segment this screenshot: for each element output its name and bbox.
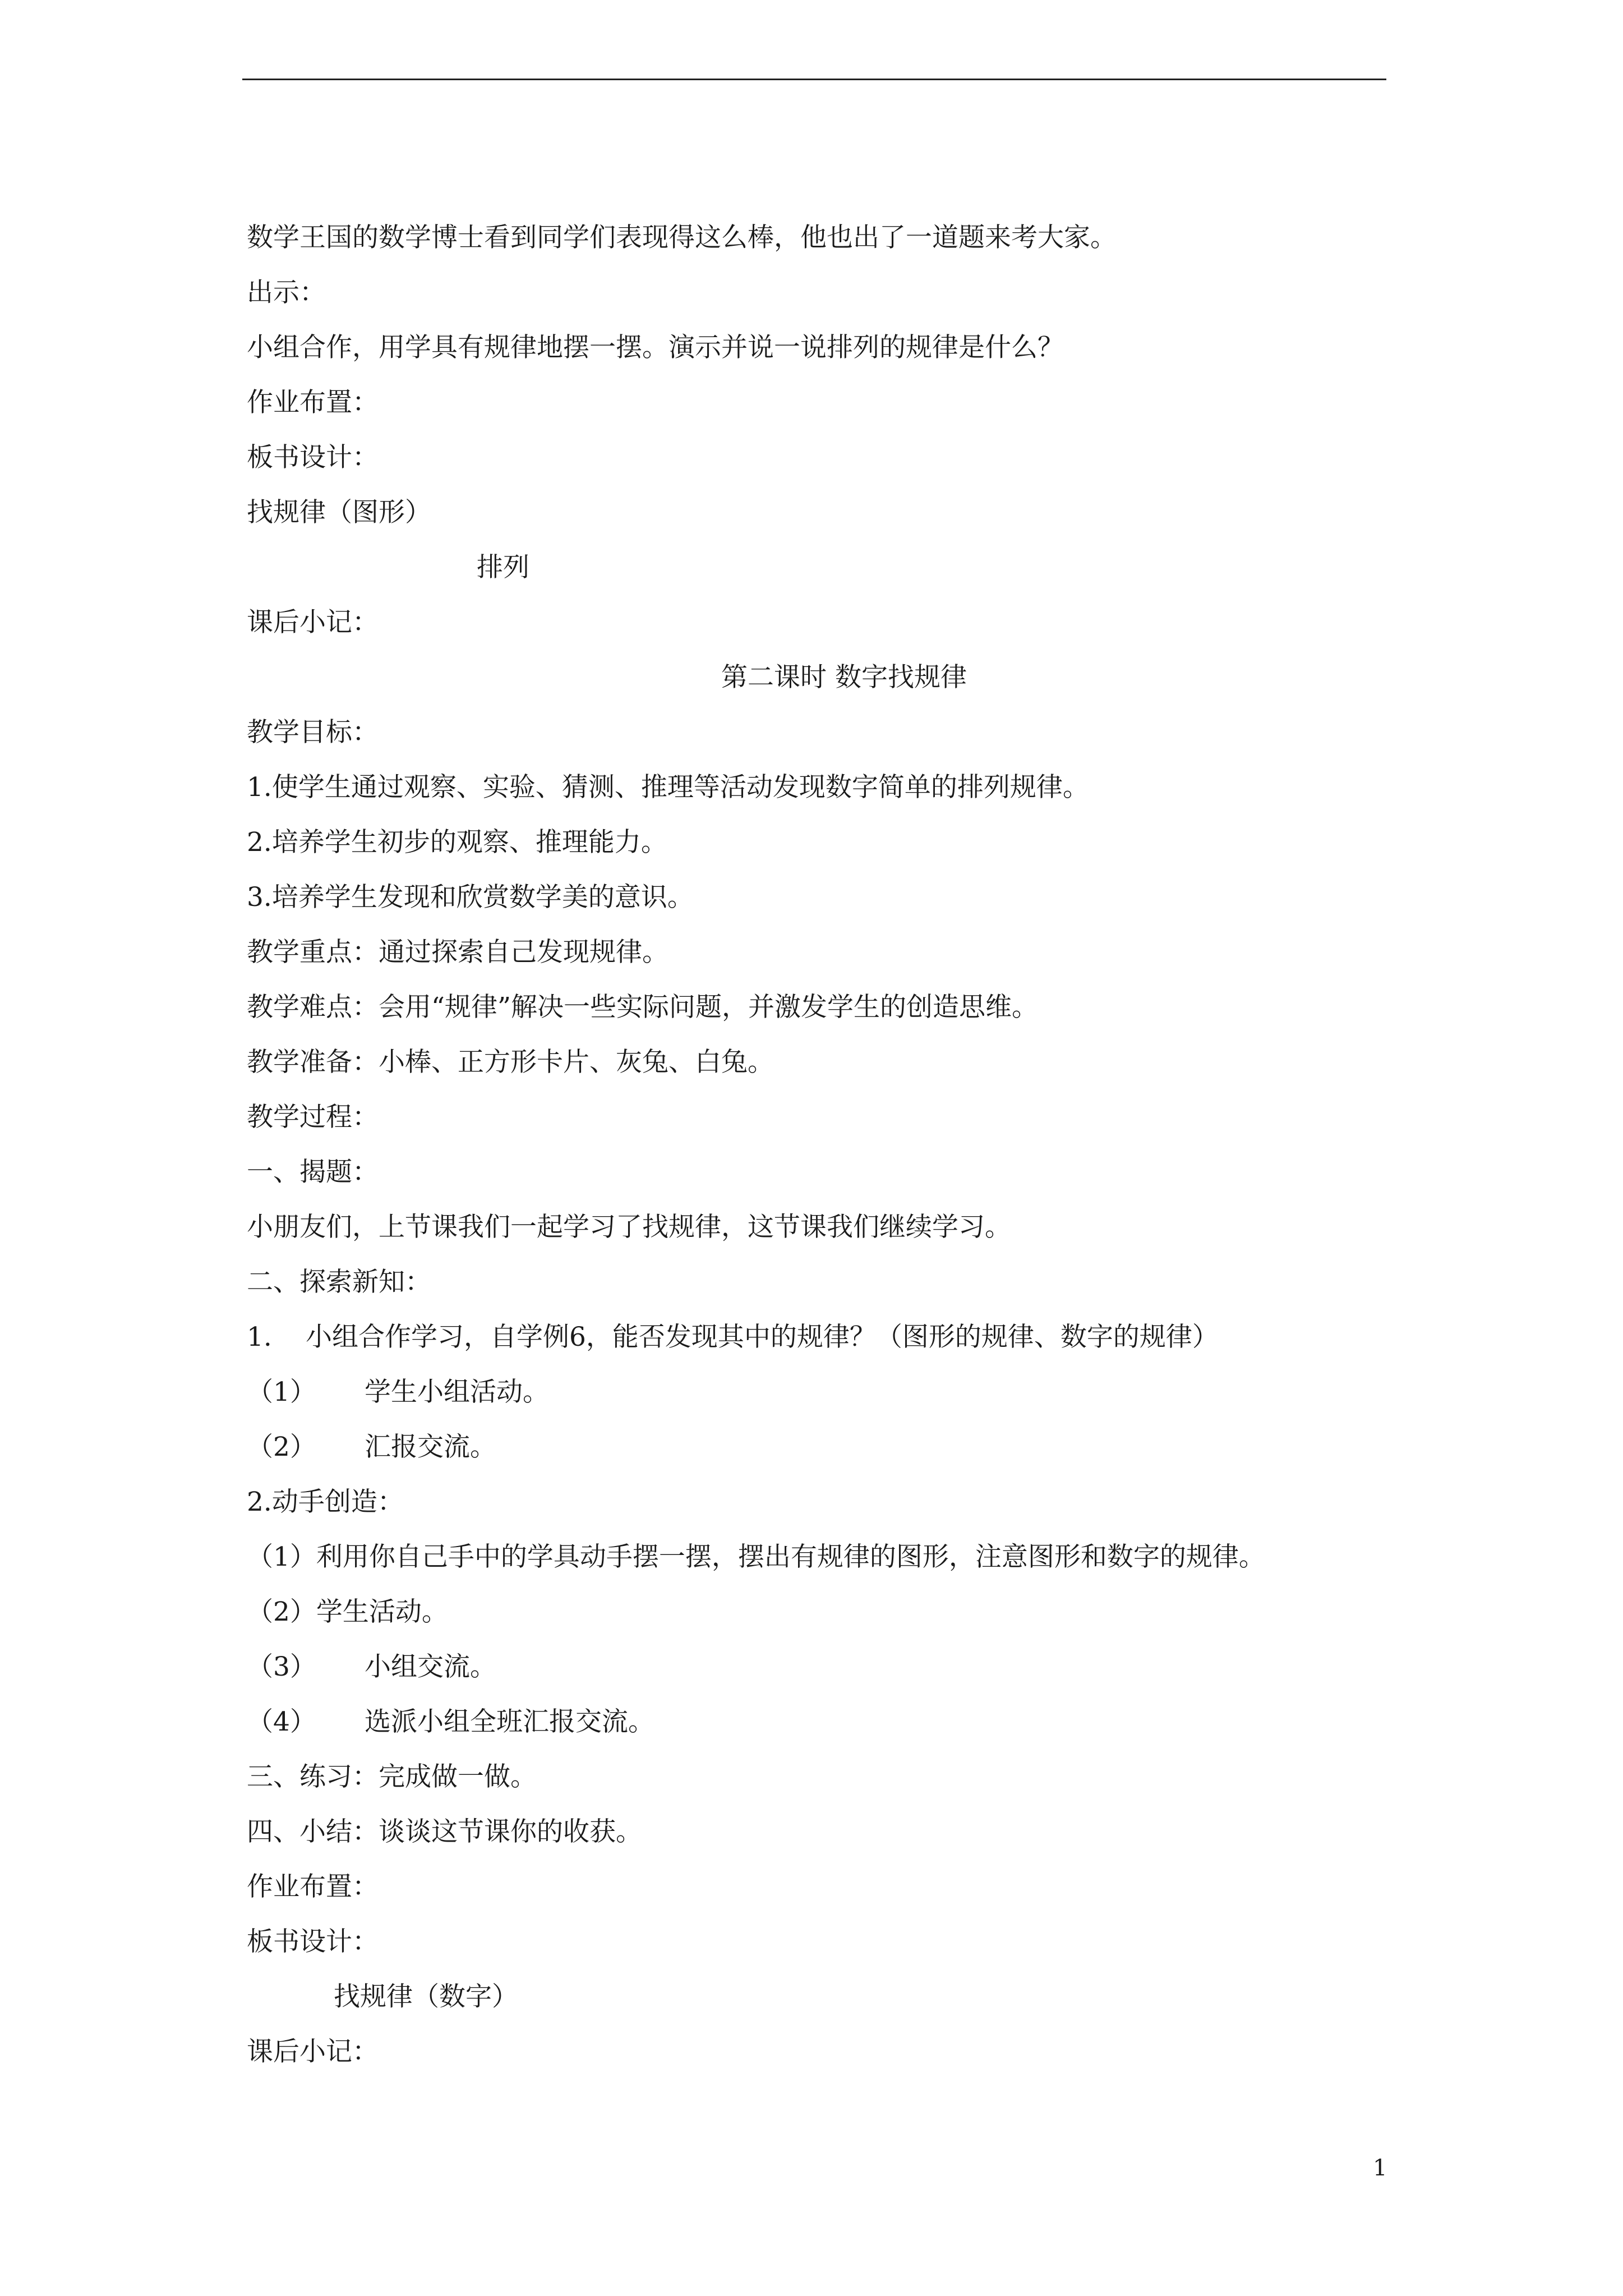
list-item xyxy=(247,1695,1385,1750)
section-title: 第二课时 数字找规律 xyxy=(721,662,967,693)
list-text: 选派小组全班汇报交流。 xyxy=(365,1706,654,1737)
paragraph: 小组合作，用学具有规律地摆一摆。演示并说一说排列的规律是什么？ xyxy=(247,332,1064,363)
paragraph: 板书设计： xyxy=(247,1926,379,1957)
list-text: 学生小组活动。 xyxy=(365,1377,549,1407)
paragraph: 教学难点：会用“规律”解决一些实际问题，并激发学生的创造思维。 xyxy=(247,992,1039,1023)
paragraph: 1.使学生通过观察、实验、猜测、推理等活动发现数字简单的排列规律。 xyxy=(247,772,1089,803)
list-number: （3） xyxy=(247,1651,316,1682)
list-number: （2） xyxy=(247,1432,316,1462)
paragraph: 教学准备：小棒、正方形卡片、灰兔、白兔。 xyxy=(247,1047,774,1078)
list-item: （1）利用你自己手中的学具动手摆一摆，摆出有规律的图形，注意图形和数字的规律。 xyxy=(247,1542,1265,1572)
header-rule xyxy=(242,79,1386,80)
board-subtitle: 排列 xyxy=(477,552,529,583)
list-item xyxy=(247,1365,1385,1420)
list-number: （1） xyxy=(247,1377,316,1407)
paragraph: 一、揭题： xyxy=(247,1157,379,1188)
board-title: 找规律（图形） xyxy=(247,497,431,528)
paragraph: 教学重点：通过探索自己发现规律。 xyxy=(247,937,668,968)
board-title: 找规律（数字） xyxy=(334,1981,518,2012)
list-item xyxy=(247,1640,1385,1695)
paragraph: 四、小结：谈谈这节课你的收获。 xyxy=(247,1816,642,1847)
paragraph: 三、练习：完成做一做。 xyxy=(247,1761,537,1792)
list-text: 小组交流。 xyxy=(365,1651,496,1682)
paragraph: 板书设计： xyxy=(247,442,379,473)
list-text: 汇报交流。 xyxy=(365,1432,496,1462)
list-item xyxy=(247,1310,1385,1365)
paragraph: 2.培养学生初步的观察、推理能力。 xyxy=(247,827,667,858)
paragraph: 小朋友们，上节课我们一起学习了找规律，这节课我们继续学习。 xyxy=(247,1212,1011,1243)
paragraph: 出示： xyxy=(247,277,326,308)
page-number: 1 xyxy=(1373,2155,1387,2181)
list-item xyxy=(247,1420,1385,1475)
list-number: （4） xyxy=(247,1706,316,1737)
list-text: 小组合作学习，自学例6，能否发现其中的规律？（图形的规律、数字的规律） xyxy=(306,1322,1219,1352)
paragraph: 二、探索新知： xyxy=(247,1267,431,1297)
list-item: （2）学生活动。 xyxy=(247,1596,448,1627)
paragraph: 课后小记： xyxy=(247,607,379,638)
paragraph: 教学目标： xyxy=(247,717,379,748)
paragraph: 3.培养学生发现和欣赏数学美的意识。 xyxy=(247,882,694,913)
paragraph: 作业布置： xyxy=(247,1871,379,1902)
paragraph: 课后小记： xyxy=(247,2036,379,2067)
list-number: 1. xyxy=(247,1322,272,1352)
paragraph: 2.动手创造： xyxy=(247,1487,404,1517)
document-body xyxy=(247,210,1385,2079)
paragraph: 教学过程： xyxy=(247,1102,379,1133)
paragraph: 作业布置： xyxy=(247,387,379,418)
paragraph: 数学王国的数学博士看到同学们表现得这么棒，他也出了一道题来考大家。 xyxy=(247,222,1117,253)
